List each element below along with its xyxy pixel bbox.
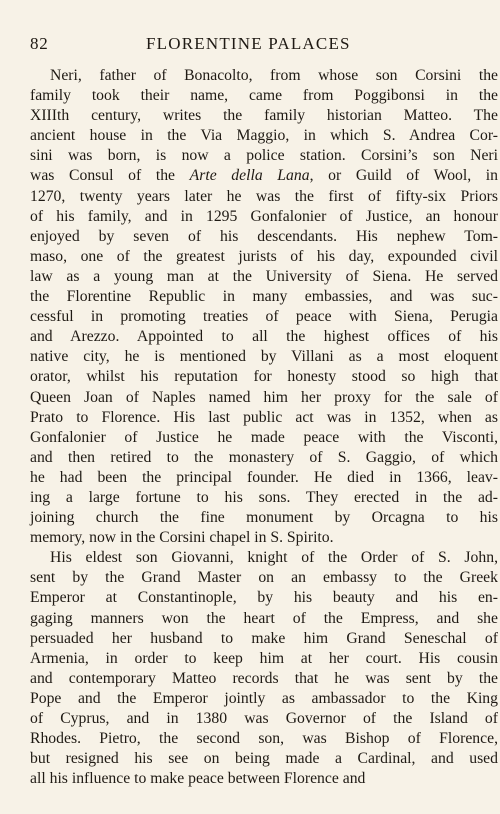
text-line: maso, one of the greatest jurists of his day, expounded civil (30, 247, 498, 265)
text-line: Armenia, in order to keep him at her court. His cousin (30, 649, 498, 667)
text-line: persuaded her husband to make him Grand Seneschal of (30, 629, 498, 647)
text-line: and contemporary Matteo records that he was sent by the (30, 669, 498, 687)
text-line: Neri, father of Bonacolto, from whose son Corsini the (50, 67, 498, 84)
text-line: native city, he is mentioned by Villani as a most eloquent (30, 348, 498, 366)
text-line: ing a large fortune to his sons. They erected in the ad- (30, 488, 498, 506)
text-line: joining church the fine monument by Orcagna to his (30, 509, 498, 527)
text-line: His eldest son Giovanni, knight of the Order of S. John, (50, 549, 498, 567)
text-line: Rhodes. Pietro, the second son, was Bishop of Florence, (30, 730, 498, 748)
text-line: orator, whilst his reputation for honesty stood so high that (30, 368, 498, 386)
text-line: of his family, and in 1295 Gonfalonier of Justice, an honour (30, 207, 498, 225)
text-line: Gonfalonier of Justice he made peace with the Visconti, (30, 428, 498, 446)
text-line: ancient house in the Via Maggio, in which S. Andrea Cor- (30, 127, 498, 145)
text-line: he had been the principal founder. He died in 1366, leav- (30, 468, 498, 486)
text-line-with-italic (30, 166, 498, 186)
text-line: all his influence to make peace between Florence and (30, 770, 366, 788)
paragraph-1 (30, 66, 498, 548)
text-fragment: , or Guild of Wool, in (309, 167, 499, 185)
text-line: the Florentine Republic in many embassies, and was suc- (30, 288, 498, 306)
paragraph-2 (30, 548, 498, 789)
text-line: XIIIth century, writes the family historian Matteo. The (30, 107, 498, 125)
body-text (30, 66, 498, 789)
text-fragment: was Consul of the (30, 167, 190, 185)
text-line: Emperor at Constantinople, by his beauty and his en- (30, 589, 498, 607)
text-line: family took their name, came from Poggibonsi in the (30, 87, 498, 105)
italic-phrase: Arte della Lana (189, 167, 310, 185)
text-line: gaging manners won the heart of the Empress, and she (30, 609, 498, 627)
text-line: cessful in promoting treaties of peace with Siena, Perugia (30, 308, 498, 326)
running-title: FLORENTINE PALACES (146, 34, 351, 53)
page-number: 82 (30, 34, 49, 53)
text-line: memory, now in the Corsini chapel in S. Spirito. (30, 529, 334, 547)
text-line: sini was born, is now a police station. Corsini’s son Neri (30, 147, 498, 165)
text-line: sent by the Grand Master on an embassy to the Greek (30, 569, 498, 587)
text-line: Prato to Florence. His last public act was in 1352, when as (30, 408, 498, 426)
text-line: Pope and the Emperor jointly as ambassador to the King (30, 689, 498, 707)
text-line: enjoyed by seven of his descendants. His nephew Tom- (30, 227, 498, 245)
text-line: 1270, twenty years later he was the first of fifty-six Priors (30, 187, 498, 205)
text-line: Queen Joan of Naples named him her proxy for the sale of (30, 388, 498, 406)
text-line: of Cyprus, and in 1380 was Governor of the Island of (30, 710, 498, 727)
text-line: and Arezzo. Appointed to all the highest offices of his (30, 328, 498, 346)
page-header (30, 34, 468, 54)
text-line: but resigned his see on being made a Cardinal, and used (30, 750, 498, 768)
text-line: law as a young man at the University of Siena. He served (30, 267, 498, 285)
text-line: and then retired to the monastery of S. Gaggio, of which (30, 448, 498, 466)
